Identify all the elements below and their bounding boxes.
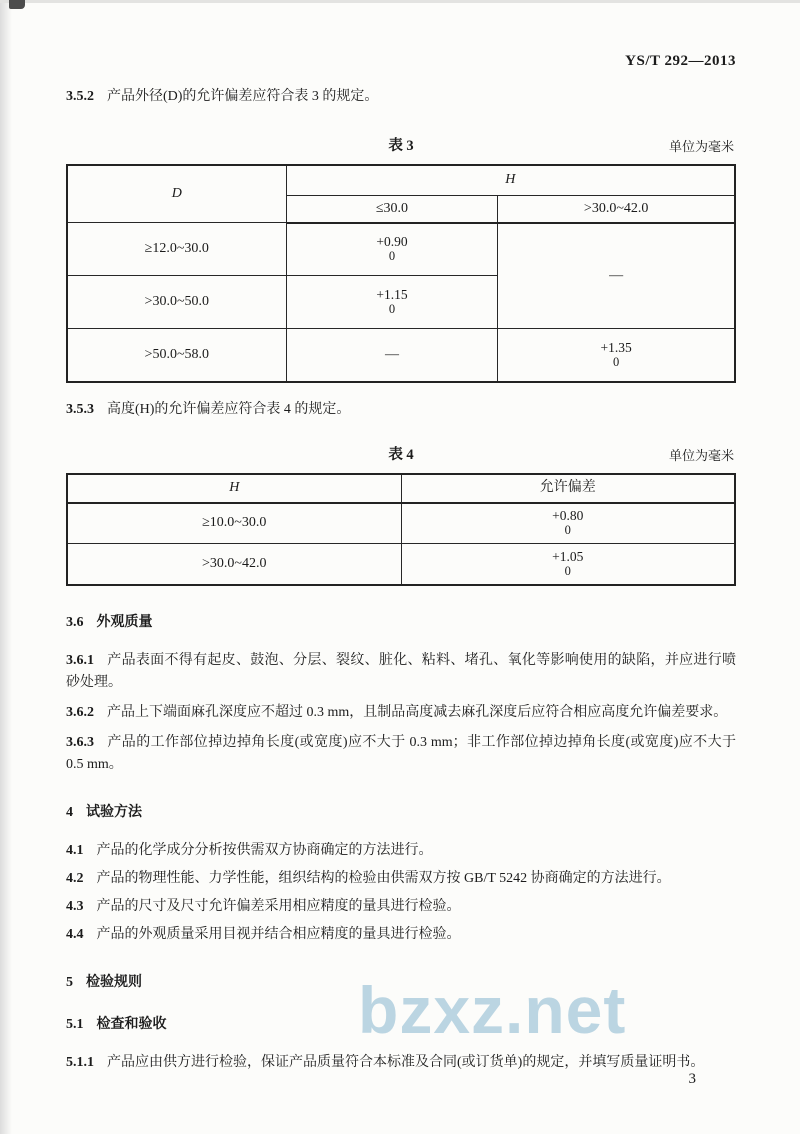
clause-text: 产品应由供方进行检验，保证产品质量符合本标准及合同(或订货单)的规定，并填写质量证明书。 bbox=[107, 1054, 705, 1070]
clause-number: 5.1.1 bbox=[66, 1054, 94, 1070]
scan-artifact bbox=[9, 0, 25, 9]
table-cell-dash: — bbox=[286, 329, 498, 382]
table-cell-tolerance bbox=[286, 276, 498, 329]
tolerance-upper: +0.90 bbox=[376, 234, 408, 250]
clause-4-2 bbox=[66, 868, 736, 890]
table-row bbox=[67, 223, 735, 276]
table-3-caption-row bbox=[66, 136, 736, 156]
heading-text: 试验方法 bbox=[86, 804, 142, 820]
table-cell-d-range: >30.0~50.0 bbox=[67, 276, 286, 329]
table-3-caption: 表 3 bbox=[388, 138, 414, 154]
tolerance-upper: +1.05 bbox=[552, 548, 584, 564]
clause-number: 3.6.2 bbox=[66, 704, 94, 720]
clause-number: 5 bbox=[66, 974, 73, 990]
heading-4 bbox=[66, 802, 736, 824]
clause-text: 产品的物理性能、力学性能，组织结构的检验由供需双方按 GB/T 5242 协商确定的方法进行。 bbox=[96, 870, 671, 886]
heading-5-1 bbox=[66, 1014, 736, 1036]
clause-number: 4.4 bbox=[66, 926, 84, 942]
clause-number: 4.2 bbox=[66, 870, 84, 886]
tolerance-upper: +1.15 bbox=[376, 287, 408, 302]
heading-text: 外观质量 bbox=[96, 614, 153, 630]
table-3-header-h: H bbox=[286, 165, 735, 195]
clause-3-6-3 bbox=[66, 732, 736, 776]
tolerance-upper: +1.35 bbox=[600, 339, 632, 355]
clause-text: 产品的工作部位掉边掉角长度(或宽度)应不大于 0.3 mm；非工作部位掉边掉角长度(或宽度)应不大于 0.5 mm。 bbox=[66, 734, 736, 772]
table-3-subheader-h2: >30.0~42.0 bbox=[498, 195, 735, 223]
clause-text: 高度(H)的允许偏差应符合表 4 的规定。 bbox=[107, 401, 351, 417]
clause-text: 产品外径(D)的允许偏差应符合表 3 的规定。 bbox=[107, 89, 379, 104]
clause-text: 产品表面不得有起皮、鼓泡、分层、裂纹、脏化、粘料、堵孔、氧化等影响使用的缺陷，并应进行喷砂处理。 bbox=[66, 652, 736, 690]
clause-4-3 bbox=[66, 896, 736, 918]
table-cell-h-range: ≥10.0~30.0 bbox=[67, 503, 401, 544]
heading-5 bbox=[66, 972, 736, 994]
table-cell-tolerance bbox=[401, 503, 735, 544]
clause-number: 3.5.3 bbox=[66, 401, 94, 417]
table-row bbox=[67, 474, 735, 503]
table-4 bbox=[66, 473, 736, 586]
clause-number: 3.6.3 bbox=[66, 734, 94, 750]
table-row bbox=[67, 503, 735, 544]
table-3-subheader-h1: ≤30.0 bbox=[286, 195, 498, 223]
tolerance-lower: 0 bbox=[613, 354, 620, 369]
table-row bbox=[67, 329, 735, 382]
table-cell-dash: — bbox=[498, 223, 735, 329]
clause-text: 产品的化学成分分析按供需双方协商确定的方法进行。 bbox=[96, 842, 433, 858]
table-4-caption: 表 4 bbox=[388, 446, 414, 463]
tolerance-lower: 0 bbox=[564, 563, 571, 578]
clause-3-5-2 bbox=[66, 86, 736, 108]
table-4-unit: 单位为毫米 bbox=[668, 447, 734, 463]
page-number: 3 bbox=[688, 1071, 696, 1087]
clause-4-1 bbox=[66, 840, 736, 862]
table-4-header-h: H bbox=[67, 474, 401, 503]
standard-number: YS/T 292—2013 bbox=[625, 53, 736, 69]
tolerance-lower: 0 bbox=[388, 249, 396, 264]
table-cell-d-range: ≥12.0~30.0 bbox=[67, 223, 286, 276]
heading-text: 检验规则 bbox=[86, 974, 142, 990]
clause-number: 3.6.1 bbox=[66, 652, 94, 668]
clause-3-6-1 bbox=[66, 650, 736, 694]
table-3 bbox=[66, 164, 736, 383]
table-3-unit: 单位为毫米 bbox=[668, 139, 734, 154]
clause-number: 4 bbox=[66, 804, 73, 820]
heading-3-6 bbox=[66, 612, 736, 634]
clause-3-6-2 bbox=[66, 702, 736, 724]
heading-text: 检查和验收 bbox=[96, 1016, 167, 1032]
table-row bbox=[67, 165, 735, 195]
table-4-header-tolerance: 允许偏差 bbox=[401, 474, 735, 503]
clause-5-1-1 bbox=[66, 1052, 736, 1074]
clause-number: 4.1 bbox=[66, 842, 84, 858]
clause-number: 4.3 bbox=[66, 898, 84, 914]
table-cell-tolerance bbox=[286, 223, 498, 276]
table-cell-h-range: >30.0~42.0 bbox=[67, 544, 401, 585]
clause-4-4 bbox=[66, 924, 736, 946]
table-row bbox=[67, 544, 735, 585]
clause-3-5-3 bbox=[66, 399, 736, 421]
table-4-caption-row bbox=[66, 445, 736, 465]
clause-text: 产品的尺寸及尺寸允许偏差采用相应精度的量具进行检验。 bbox=[96, 898, 461, 914]
tolerance-lower: 0 bbox=[388, 302, 396, 316]
tolerance-lower: 0 bbox=[564, 523, 571, 538]
clause-number: 5.1 bbox=[66, 1016, 84, 1032]
table-3-header-d: D bbox=[67, 165, 286, 223]
clause-number: 3.5.2 bbox=[66, 89, 94, 104]
table-cell-tolerance bbox=[401, 544, 735, 585]
table-cell-d-range: >50.0~58.0 bbox=[67, 329, 286, 382]
table-cell-tolerance bbox=[498, 329, 735, 382]
watermark: bzxz.net bbox=[358, 973, 627, 1047]
clause-text: 产品上下端面麻孔深度应不超过 0.3 mm，且制品高度减去麻孔深度后应符合相应高度允许偏差要求。 bbox=[107, 704, 728, 720]
clause-text: 产品的外观质量采用目视并结合相应精度的量具进行检验。 bbox=[96, 926, 461, 942]
clause-number: 3.6 bbox=[66, 614, 84, 630]
tolerance-upper: +0.80 bbox=[552, 508, 584, 524]
